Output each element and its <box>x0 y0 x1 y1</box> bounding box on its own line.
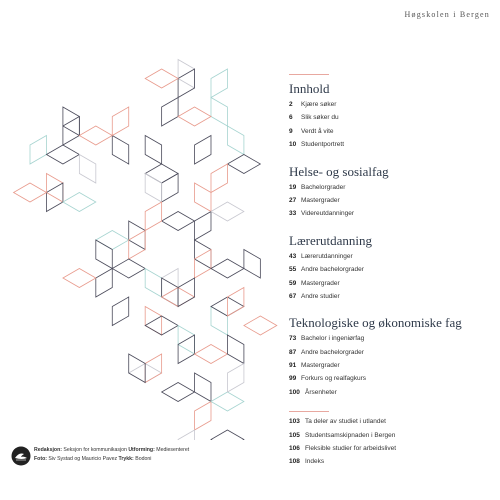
cube-face-outline <box>211 392 244 411</box>
cube-face-outline <box>96 240 112 269</box>
cube-face-outline <box>145 69 178 88</box>
toc-entry[interactable] <box>289 184 494 197</box>
page-number: 9 <box>289 127 293 135</box>
section-title: Innhold <box>289 81 330 96</box>
cube-face-outline <box>178 107 211 126</box>
entry-label: Slik søker du <box>301 114 339 122</box>
cube-face-outline <box>211 259 244 278</box>
cube-face-outline <box>63 269 96 288</box>
entry-label: Mastergrader <box>301 196 340 204</box>
cube-face-outline <box>211 164 227 193</box>
page-number: 6 <box>289 114 293 122</box>
page-number: 2 <box>289 101 293 108</box>
cube-face-outline <box>79 155 95 184</box>
cube-face-outline <box>162 174 178 203</box>
page-number: 59 <box>289 279 297 287</box>
cube-face-outline <box>79 126 112 145</box>
cube-face-outline <box>112 107 128 136</box>
toc-entry[interactable] <box>289 128 494 141</box>
toc-entry[interactable] <box>289 335 494 348</box>
cube-face-outline <box>227 335 243 364</box>
utforming-value: Mediesenteret <box>156 447 190 453</box>
page-number: 103 <box>289 418 300 426</box>
cube-face-outline <box>211 202 244 221</box>
foto-value: Siv Systad og Mauricio Pavez <box>48 456 118 462</box>
toc-entry[interactable] <box>289 141 494 154</box>
toc-section-laerer <box>289 233 494 307</box>
cube-face-outline <box>63 193 96 212</box>
page-number: 105 <box>289 431 300 439</box>
toc-entry[interactable] <box>289 114 494 127</box>
redaksjon-value: Seksjon for kommunikasjon <box>63 447 127 453</box>
entry-label: Lærerutdanninger <box>301 252 353 260</box>
cube-face-outline <box>162 383 195 402</box>
toc-entry[interactable] <box>289 389 494 402</box>
cube-face-outline <box>195 136 211 165</box>
toc-entry[interactable] <box>289 349 494 362</box>
toc-entry[interactable] <box>289 253 494 266</box>
cube-face-outline <box>195 183 211 212</box>
page-number: 67 <box>289 292 297 300</box>
toc-entry[interactable] <box>289 101 494 114</box>
toc-section-innhold <box>289 74 494 155</box>
cube-face-outline <box>227 126 243 155</box>
page-number: 19 <box>289 183 297 191</box>
cube-face-outline <box>96 269 112 298</box>
utforming-label: Utforming: <box>128 447 155 453</box>
cube-face-outline <box>112 297 128 326</box>
toc-extras <box>289 411 494 472</box>
toc-section-helse <box>289 164 494 224</box>
entry-label: Studentsamskipnaden i Bergen <box>305 431 396 439</box>
cube-face-outline <box>227 155 260 174</box>
section-rule <box>289 74 329 75</box>
toc-entry[interactable] <box>289 280 494 293</box>
section-title: Teknologiske og økonomiske fag <box>289 315 462 331</box>
page-number: 33 <box>289 210 297 218</box>
toc-entry[interactable] <box>289 197 494 210</box>
page-number: 43 <box>289 252 297 260</box>
brand-name: Høgskolen i Bergen <box>404 10 490 19</box>
entry-label: Andre bachelorgrader <box>301 348 364 356</box>
toc-entry[interactable] <box>289 458 494 471</box>
cube-face-outline <box>178 430 194 440</box>
toc-entry[interactable] <box>289 266 494 279</box>
cube-face-outline <box>96 231 129 250</box>
cube-face-outline <box>195 212 211 241</box>
page-number: 108 <box>289 458 300 466</box>
cube-face-outline <box>162 212 195 231</box>
toc-entry[interactable] <box>289 375 494 388</box>
entry-label: Andre studier <box>301 292 340 300</box>
toc-entry[interactable] <box>289 418 494 431</box>
foto-label: Foto: <box>34 456 47 462</box>
toc-entry[interactable] <box>289 210 494 223</box>
redaksjon-label: Redaksjon: <box>34 447 62 453</box>
toc-entry[interactable] <box>289 432 494 445</box>
cube-face-outline <box>195 402 211 431</box>
trykk-value: Bodoni <box>135 456 152 462</box>
page-number: 10 <box>289 141 297 149</box>
cube-face-outline <box>14 183 47 202</box>
cube-face-outline <box>30 136 46 165</box>
entry-label: Studentportrett <box>301 141 344 149</box>
toc-section-teknologi <box>289 315 494 402</box>
toc-entry[interactable] <box>289 445 494 458</box>
cube-face-outline <box>112 259 145 278</box>
entry-label: Bachelor i ingeniørfag <box>301 335 365 343</box>
entry-label: Bachelorgrader <box>301 183 346 191</box>
page-number: 106 <box>289 445 300 453</box>
cube-face-outline <box>244 316 277 335</box>
cube-face-outline <box>195 373 211 402</box>
toc-entry[interactable] <box>289 362 494 375</box>
entry-label: Ta deler av studiet i utlandet <box>305 418 386 426</box>
cube-face-outline <box>211 69 227 98</box>
entry-label: Mastergrader <box>301 362 340 370</box>
colophon-line-1 <box>34 446 189 455</box>
section-rule <box>289 411 329 412</box>
entry-label: Verdt å vite <box>301 127 334 135</box>
entry-label: Årsenheter <box>305 388 337 396</box>
cube-face-outline <box>112 136 128 165</box>
page-number: 100 <box>289 388 300 396</box>
colophon <box>34 446 189 464</box>
entry-label: Indeks <box>305 458 325 466</box>
entry-label: Mastergrader <box>301 279 340 287</box>
cube-face-outline <box>145 164 178 183</box>
swan-ecolabel-icon <box>11 446 31 466</box>
cube-face-outline <box>211 430 244 440</box>
colophon-line-2 <box>34 455 189 464</box>
cube-face-outline <box>145 202 161 231</box>
table-of-contents <box>289 74 494 472</box>
cube-face-outline <box>162 98 178 127</box>
entry-label: Andre bachelorgrader <box>301 266 364 274</box>
section-title: Lærerutdanning <box>289 232 373 248</box>
cube-face-outline <box>145 136 161 165</box>
page-number: 73 <box>289 335 297 343</box>
page-number: 99 <box>289 375 297 383</box>
page-number: 87 <box>289 348 297 356</box>
cube-face-outline <box>145 269 161 298</box>
section-title: Helse- og sosialfag <box>289 163 389 179</box>
entry-label: Videreutdanninger <box>301 210 355 218</box>
cube-face-outline <box>195 345 228 364</box>
entry-label: Forkurs og realfagkurs <box>301 375 367 383</box>
page-number: 27 <box>289 196 297 204</box>
cube-face-outline <box>46 145 79 164</box>
cube-face-outline <box>227 364 243 393</box>
toc-entry[interactable] <box>289 293 494 306</box>
cube-face-outline <box>211 307 227 336</box>
cube-face-outline <box>145 174 161 203</box>
entry-label: Fleksible studier for arbeidslivet <box>305 445 397 453</box>
entry-label: Kjære søker <box>301 101 337 108</box>
page-number: 55 <box>289 266 297 274</box>
trykk-label: Trykk: <box>118 456 134 462</box>
cube-face-outline <box>211 98 227 127</box>
page-number: 91 <box>289 362 297 370</box>
cube-face-outline <box>244 250 260 279</box>
